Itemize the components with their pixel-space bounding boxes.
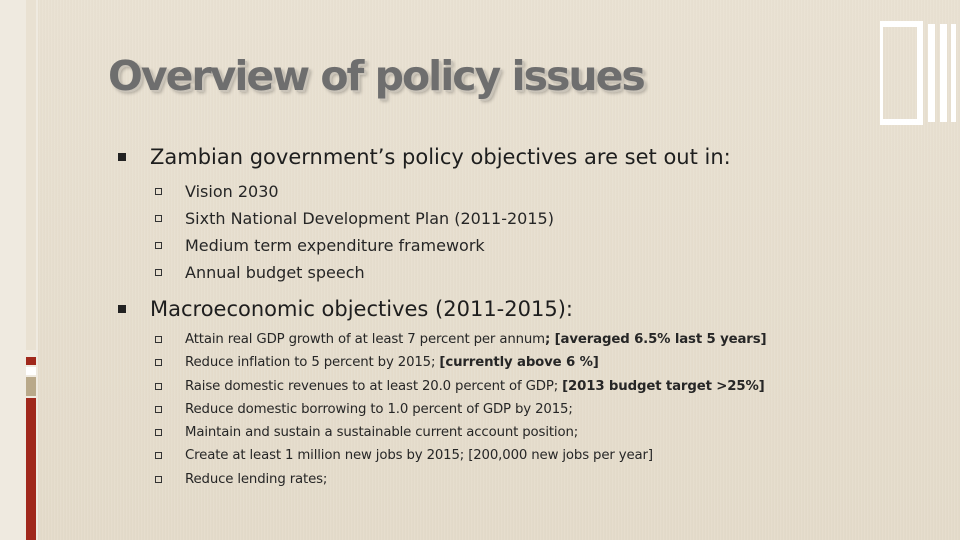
list-item-text: Maintain and sustain a sustainable current account position;: [185, 425, 579, 441]
list-item: [118, 178, 918, 205]
square-bullet-outline: [155, 429, 162, 436]
list-item-text: Reduce domestic borrowing to 1.0 percent of GDP by 2015;: [185, 401, 573, 417]
square-bullet-outline: [155, 406, 162, 413]
square-bullet-outline: [155, 383, 162, 390]
square-bullet-outline: [155, 242, 162, 249]
section-heading-text: Zambian government’s policy objectives are set out in:: [150, 145, 731, 169]
square-bullet-filled: [118, 305, 126, 313]
strip-segment-red-long: [26, 398, 36, 540]
square-bullet-outline: [155, 215, 162, 222]
list-item: [118, 328, 918, 351]
list-item-note: ; [averaged 6.5% last 5 years]: [544, 332, 767, 347]
window-pane-lines-decoration: [880, 18, 960, 128]
list-item: [118, 205, 918, 232]
square-bullet-outline: [155, 452, 162, 459]
list-item-text: Create at least 1 million new jobs by 2015; [200,000 new jobs per year]: [185, 448, 653, 464]
square-bullet-filled: [118, 153, 126, 161]
list-item: [118, 444, 918, 467]
list-item-text: Annual budget speech: [185, 263, 365, 282]
list-item-text: Reduce lending rates;: [185, 471, 328, 487]
list-item: [118, 421, 918, 444]
section-heading: [118, 294, 918, 324]
strip-segment-red-mark: [26, 357, 36, 365]
strip-segment-tan: [26, 377, 36, 396]
section-heading: [118, 142, 918, 172]
list-item-text: Raise domestic revenues to at least 20.0 percent of GDP;: [185, 378, 563, 394]
slide-content: [118, 142, 918, 491]
list-item-note: [2013 budget target >25%]: [562, 378, 765, 394]
list-item: [118, 351, 918, 374]
list-item-text: Sixth National Development Plan (2011-2015): [185, 209, 554, 228]
section-macroeconomic-objectives: [118, 294, 918, 491]
list-item-text: Reduce inflation to 5 percent by 2015;: [185, 355, 440, 371]
section-policy-objectives: [118, 142, 918, 286]
list-item-text: Medium term expenditure framework: [185, 236, 485, 255]
square-bullet-outline: [155, 336, 162, 343]
strip-segment-red-top: [26, 0, 36, 350]
square-bullet-outline: [155, 476, 162, 483]
list-item: [118, 232, 918, 259]
list-item: [118, 398, 918, 421]
list-item: [118, 468, 918, 491]
slide-title: Overview of policy issues: [108, 52, 644, 100]
list-item-note: [currently above 6 %]: [439, 355, 599, 371]
strip-segment-white: [26, 367, 36, 375]
list-item-text: Vision 2030: [185, 182, 279, 201]
section-heading-text: Macroeconomic objectives (2011-2015):: [150, 297, 573, 321]
square-bullet-outline: [155, 269, 162, 276]
list-item: [118, 375, 918, 398]
list-item-text: Attain real GDP growth of at least 7 percent per annum: [185, 332, 545, 347]
square-bullet-outline: [155, 188, 162, 195]
list-item: [118, 259, 918, 286]
left-accent-strip: [26, 0, 36, 540]
square-bullet-outline: [155, 359, 162, 366]
